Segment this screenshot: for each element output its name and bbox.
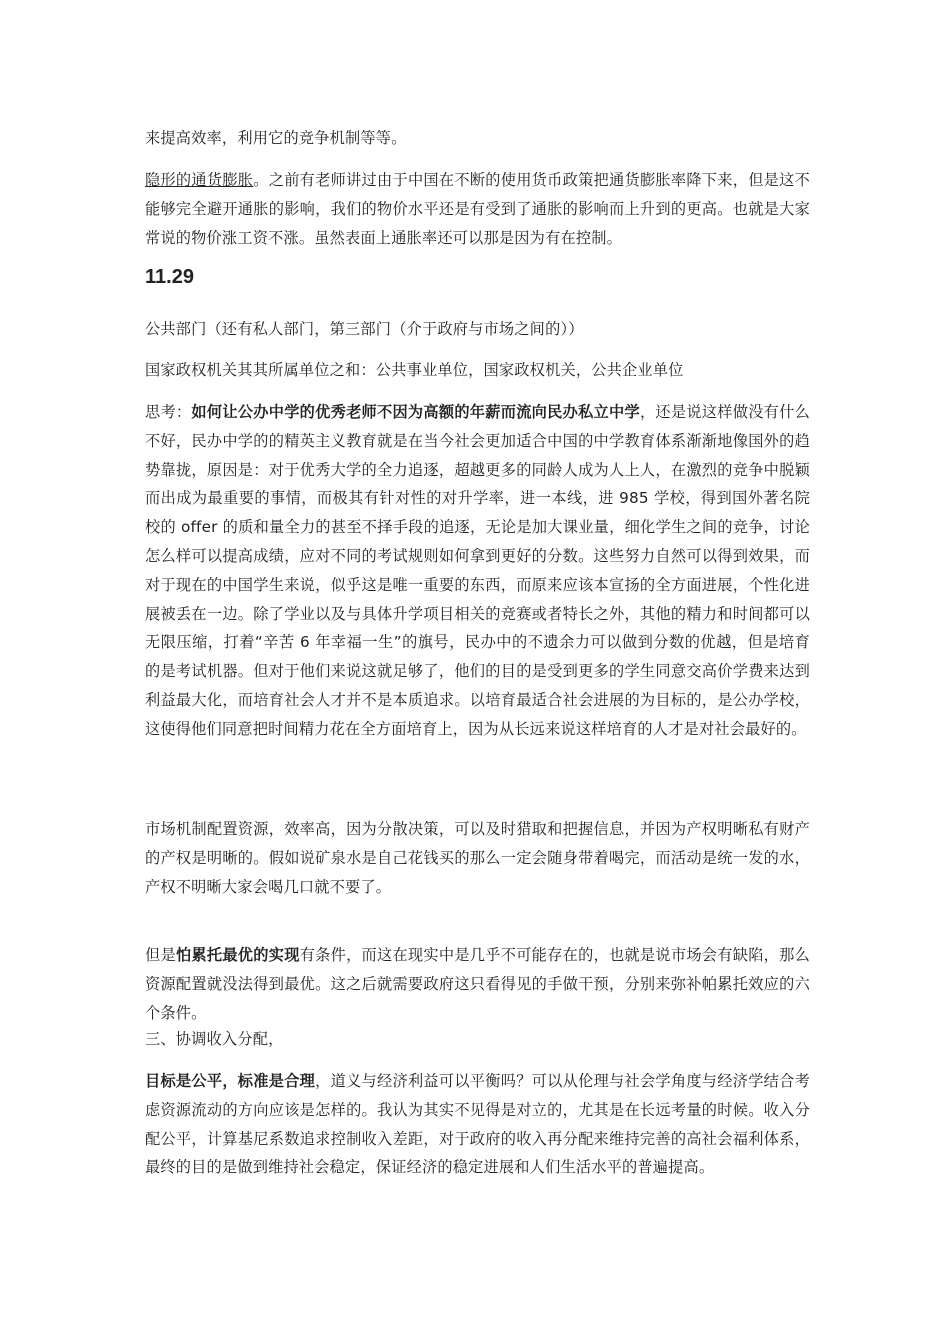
paragraph-7-lead: 但是: [145, 946, 176, 964]
paragraph-1-text: 来提高效率，利用它的竞争机制等等。: [145, 129, 407, 147]
paragraph-7: [145, 941, 810, 1027]
paragraph-1: [145, 124, 407, 153]
date-heading: 11.29: [145, 266, 194, 288]
paragraph-4-text: 国家政权机关其其所属单位之和：公共事业单位，国家政权机关，公共企业单位: [145, 361, 684, 379]
paragraph-9: [145, 1067, 810, 1182]
paragraph-3: [145, 315, 584, 344]
paragraph-5-lead: 思考：: [145, 403, 192, 421]
paragraph-9-bold: 目标是公平，标准是合理: [145, 1072, 316, 1090]
paragraph-5: [145, 398, 810, 744]
paragraph-8: [145, 1025, 284, 1054]
paragraph-8-text: 三、协调收入分配，: [145, 1030, 284, 1048]
paragraph-9-text: ，道义与经济利益可以平衡吗？可以从伦理与社会学角度与经济学结合考虑资源流动的方向应该是怎样的。我认为其实不见得是对立的，尤其是在长远考量的时候。收入分配公平，计算基尼系数追求控制收入差距，对于政府的收入再分配来维持完善的高社会福利体系，最终的目的是做到维持社会稳定，保证经济的稳定进展和人们生活水平的普遍提高。: [145, 1072, 810, 1177]
paragraph-2-text: 。之前有老师讲过由于中国在不断的使用货币政策把通货膨胀率降下来，但是这不能够完全避开通胀的影响，我们的物价水平还是有受到了通胀的影响而上升到的更高。也就是大家常说的物价涨工资不涨。虽然表面上通胀率还可以那是因为有在控制。: [145, 171, 811, 247]
paragraph-7-text: 有条件，而这在现实中是几乎不可能存在的，也就是说市场会有缺陷，那么资源配置就没法得到最优。这之后就需要政府这只看得见的手做干预，分别来弥补帕累托效应的六个条件。: [145, 946, 810, 1022]
paragraph-6: [145, 815, 810, 901]
paragraph-5-bold: 如何让公办中学的优秀老师不因为高额的年薪而流向民办私立中学: [191, 403, 640, 421]
paragraph-7-bold: 怕累托最优的实现: [175, 946, 300, 964]
paragraph-5-text: ，还是说这样做没有什么不好，民办中学的的精英主义教育就是在当今社会更加适合中国的中学教育体系渐渐地像国外的趋势靠拢，原因是：对于优秀大学的全力追逐，超越更多的同龄人成为人上人，在激烈的竞争中脱颖而出成为最重要的事情，而极其有针对性的对升学率，进一本线，进 985 学校，得到国外著名院校的 offer 的质和量全力的甚至不择手段的追逐，无论是加大课业量，细化学生之间的竞争，讨论怎么样可以提高成绩，应对不同的考试规则如何拿到更好的分数。这些努力自然可以得到效果，而对于现在的中国学生来说，似乎这是唯一重要的东西，而原来应该本宣扬的全方面进展，个性化进展被丢在一边。除了学业以及与具体升学项目相关的竞赛或者特长之外，其他的精力和时间都可以无限压缩，打着“辛苦 6 年幸福一生”的旗号，民办中的不遗余力可以做到分数的优越，但是培育的是考试机器。但对于他们来说这就足够了，他们的目的是受到更多的学生同意交高价学费来达到利益最大化，而培育社会人才并不是本质追求。以培育最适合社会进展的为目标的，是公办学校，这使得他们同意把时间精力花在全方面培育上，因为从长远来说这样培育的人才是对社会最好的。: [145, 403, 810, 738]
paragraph-6-text: 市场机制配置资源，效率高，因为分散决策，可以及时猎取和把握信息，并因为产权明晰私有财产的产权是明晰的。假如说矿泉水是自己花钱买的那么一定会随身带着喝完，而活动是统一发的水，产权不明晰大家会喝几口就不要了。: [145, 820, 810, 896]
paragraph-3-text: 公共部门（还有私人部门，第三部门（介于政府与市场之间的））: [145, 320, 584, 338]
paragraph-4: [145, 356, 684, 385]
paragraph-2: [145, 166, 810, 252]
hidden-inflation-term: 隐形的通货膨胀: [145, 171, 254, 189]
